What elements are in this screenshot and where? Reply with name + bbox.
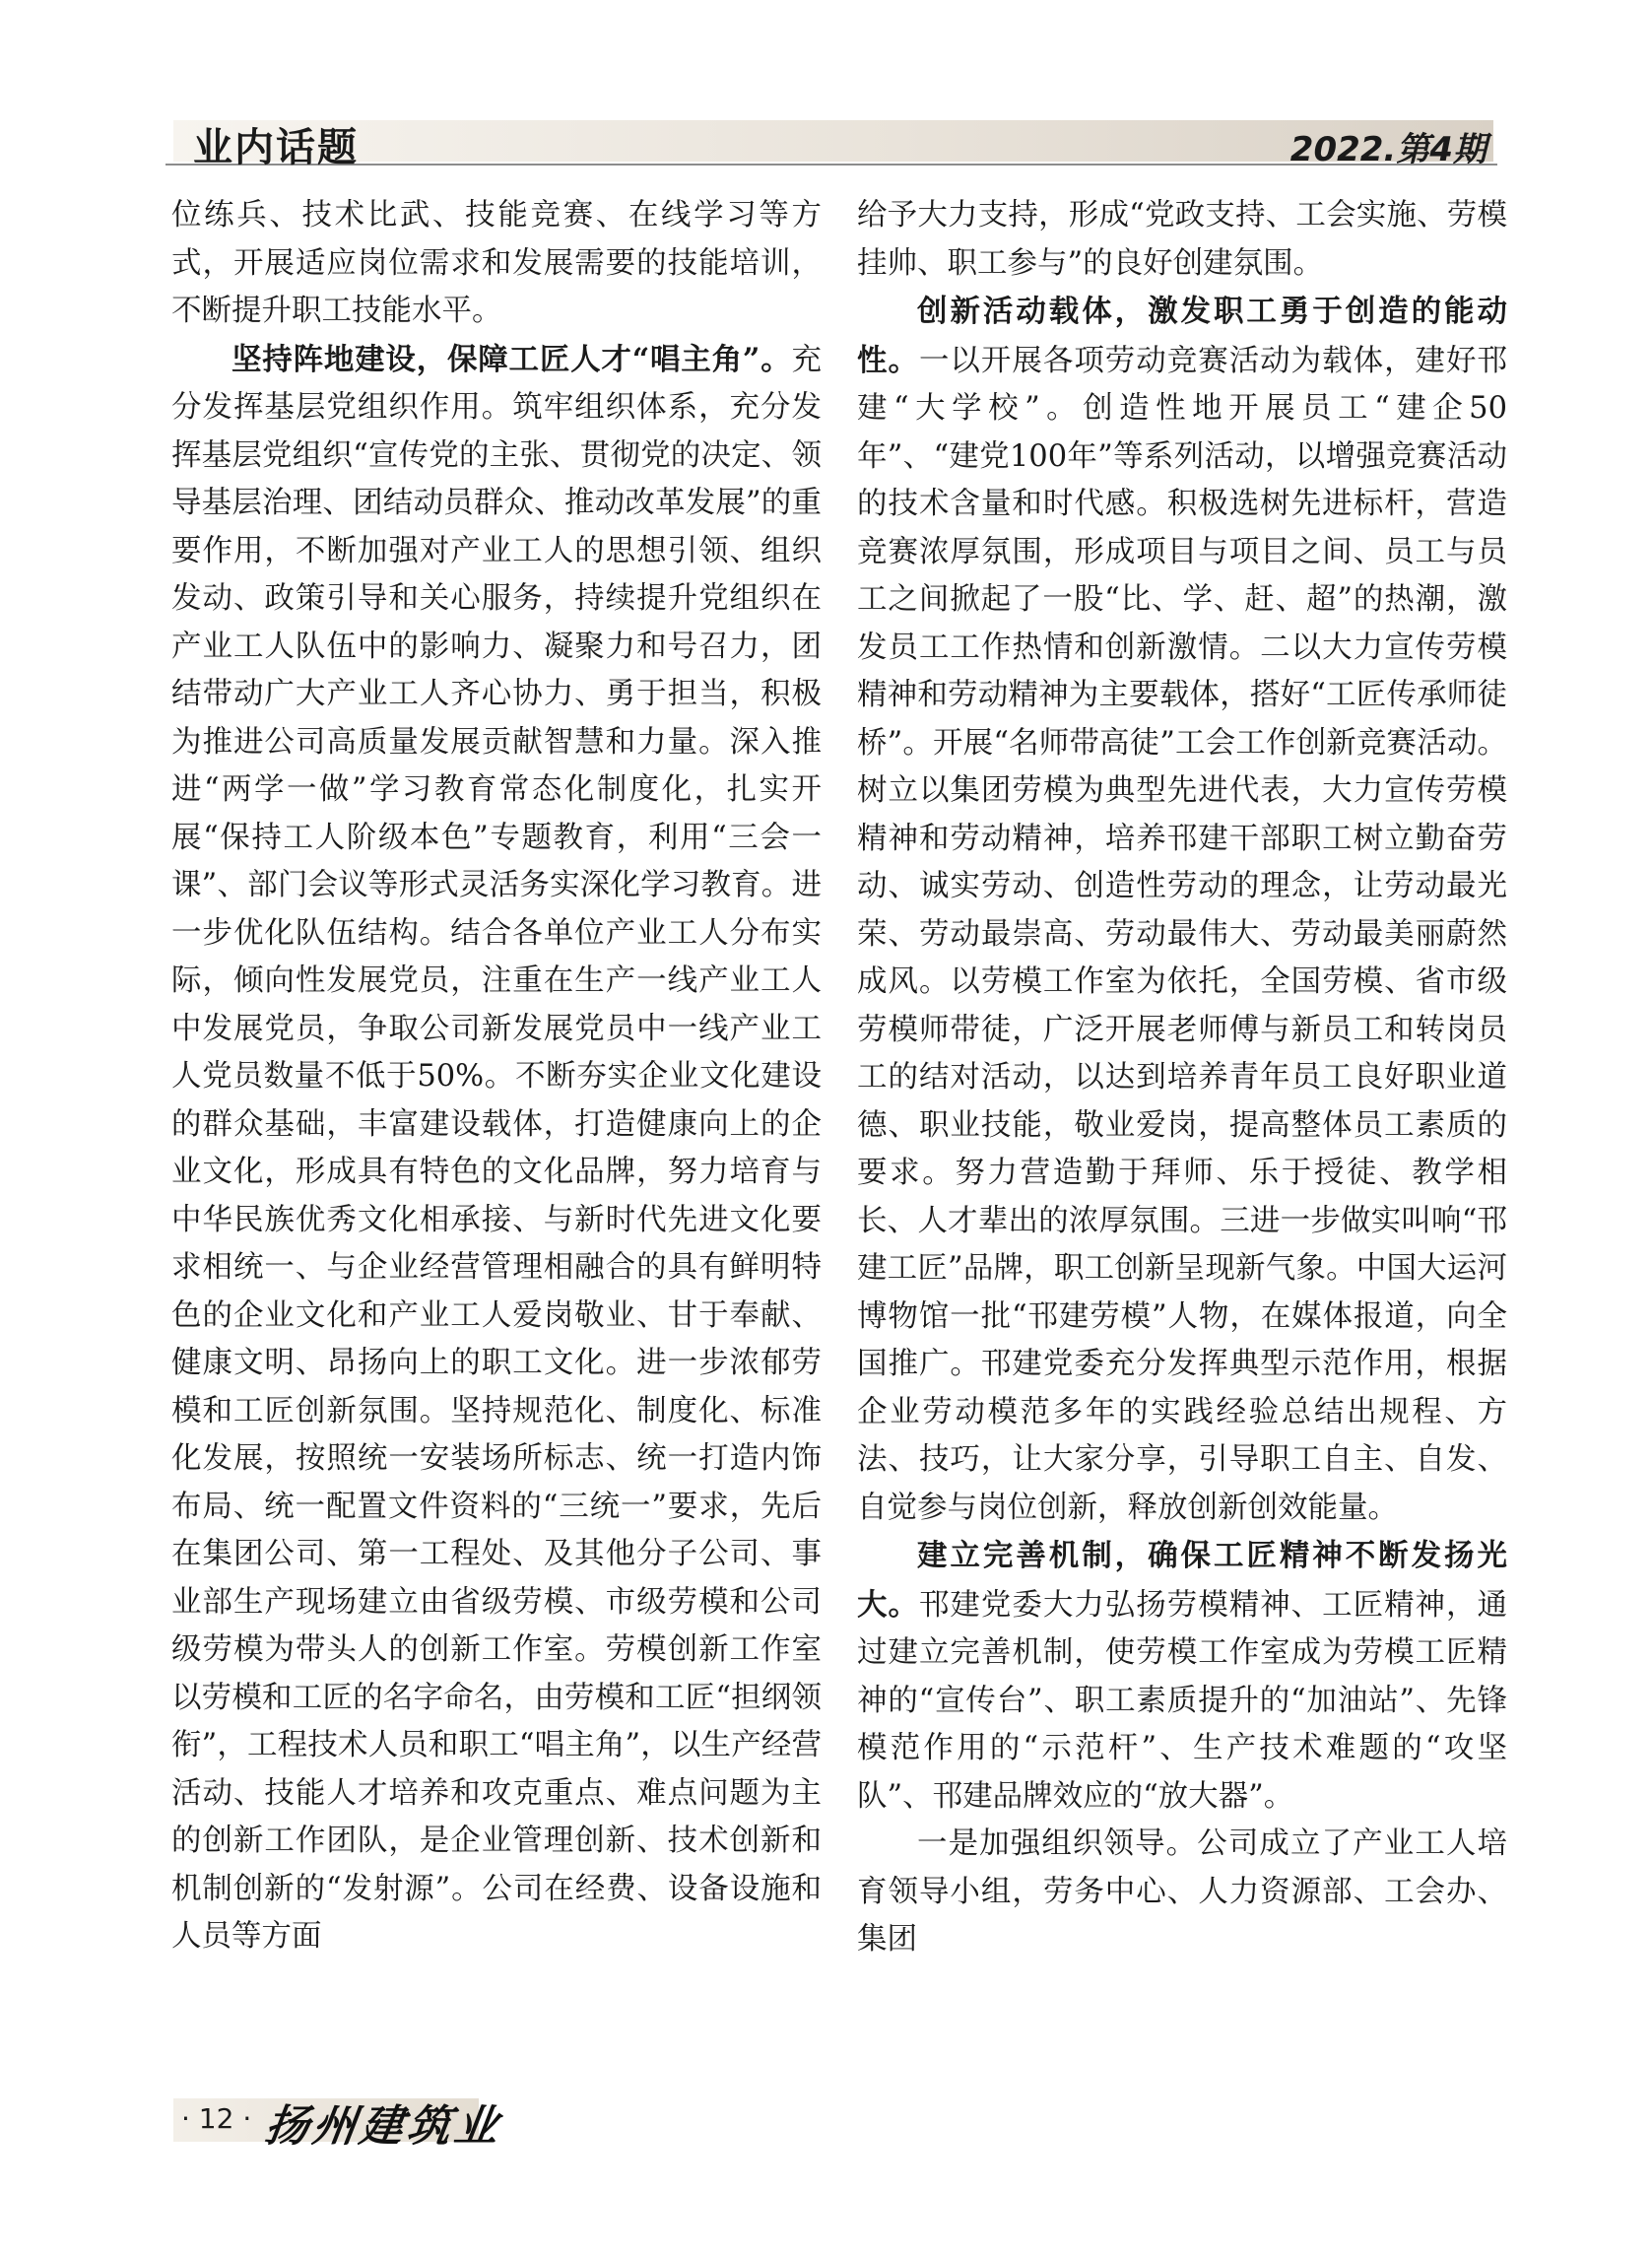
paragraph [171,336,822,1961]
magazine-logo: 扬州建筑业 [261,2101,505,2152]
paragraph: 给予大力支持，形成“党政支持、工会实施、劳模挂帅、职工参与”的良好创建氛围。 [857,198,1507,281]
paragraph: 一是加强组织领导。公司成立了产业工人培育领导小组，劳务中心、人力资源部、工会办、集团 [857,1826,1507,1957]
left-column [171,192,822,1961]
paragraph-text: 一以开展各项劳动竞赛活动为载体，建好邗建“大学校”。创造性地开展员工“建企50年”、“建党100年”等系列活动，以增强竞赛活动的技术含量和时代感。积极选树先进标杆，营造竞赛浓厚氛围，形成项目与项目之间、员工与员工之间掀起了一股“比、学、赶、超”的热潮，激发员工工作热情和创新激情。二以大力宣传劳模精神和劳动精神为主要载体，搭好“工匠传承师徒桥”。开展“名师带高徒”工会工作创新竞赛活动。树立以集团劳模为典型先进代表，大力宣传劳模精神和劳动精神，培养邗建干部职工树立勤奋劳动、诚实劳动、创造性劳动的理念，让劳动最光荣、劳动最崇高、劳动最伟大、劳动最美丽蔚然成风。以劳模工作室为依托，全国劳模、省市级劳模师带徒，广泛开展老师傅与新员工和转岗员工的结对活动，以达到培养青年员工良好职业道德、职业技能，敬业爱岗，提高整体员工素质的要求。努力营造勤于拜师、乐于授徒、教学相长、人才辈出的浓厚氛围。三进一步做实叫响“邗建工匠”品牌，职工创新呈现新气象。中国大运河博物馆一批“邗建劳模”人物，在媒体报道，向全国推广。邗建党委充分发挥典型示范作用，根据企业劳动模范多年的实践经验总结出规程、方法、技巧，让大家分享，引导职工自主、自发、自觉参与岗位创新，释放创新创效能量。 [857,343,1508,1525]
page-number: · 12 · [181,2102,252,2135]
paragraph: 位练兵、技术比武、技能竞赛、在线学习等方式，开展适应岗位需求和发展需要的技能培训，不断提升职工技能水平。 [171,198,822,328]
paragraph-text: 邗建党委大力弘扬劳模精神、工匠精神，通过建立完善机制，使劳模工作室成为劳模工匠精神的“宣传台”、职工素质提升的“加油站”、先锋模范作用的“示范杆”、生产技术难题的“攻坚队”、邗建品牌效应的“放大器”。 [857,1587,1508,1814]
right-column [857,192,1507,1964]
issue-label: 2022.第4期 [1289,130,1487,169]
paragraph [857,288,1507,1532]
paragraph [857,1532,1507,1821]
paragraph-heading: 建立完善机制，确保工匠精神不断发扬光大。 [857,1538,1507,1623]
paragraph-text: 充分发挥基层党组织作用。筑牢组织体系，充分发挥基层党组织“宣传党的主张、贯彻党的决定、领导基层治理、团结动员群众、推动改革发展”的重要作用，不断加强对产业工人的思想引领、组织发动、政策引导和关心服务，持续提升党组织在产业工人队伍中的影响力、凝聚力和号召力，团结带动广大产业工人齐心协力、勇于担当，积极为推进公司高质量发展贡献智慧和力量。深入推进“两学一做”学习教育常态化制度化，扎实开展“保持工人阶级本色”专题教育，利用“三会一课”、部门会议等形式灵活务实深化学习教育。进一步优化队伍结构。结合各单位产业工人分布实际，倾向性发展党员，注重在生产一线产业工人中发展党员，争取公司新发展党员中一线产业工人党员数量不低于50%。不断夯实企业文化建设的群众基础，丰富建设载体，打造健康向上的企业文化，形成具有特色的文化品牌，努力培育与中华民族优秀文化相承接、与新时代先进文化要求相统一、与企业经营管理相融合的具有鲜明特色的企业文化和产业工人爱岗敬业、甘于奉献、健康文明、昂扬向上的职工文化。进一步浓郁劳模和工匠创新氛围。坚持规范化、制度化、标准化发展，按照统一安装场所标志、统一打造内饰布局、统一配置文件资料的“三统一”要求，先后在集团公司、第一工程处、及其他分子公司、事业部生产现场建立由省级劳模、市级劳模和公司级劳模为带头人的创新工作室。劳模创新工作室以劳模和工匠的名字命名，由劳模和工匠“担纲领衔”，工程技术人员和职工“唱主角”，以生产经营活动、技能人才培养和攻克重点、难点问题为主的创新工作团队，是企业管理创新、技术创新和机制创新的“发射源”。公司在经费、设备设施和人员等方面 [171,342,822,1954]
paragraph-heading: 坚持阵地建设，保障工匠人才“唱主角”。 [231,341,792,377]
paragraph-heading: 创新活动载体，激发职工勇于创造的能动性。 [857,294,1507,378]
section-title: 业内话题 [193,125,359,170]
